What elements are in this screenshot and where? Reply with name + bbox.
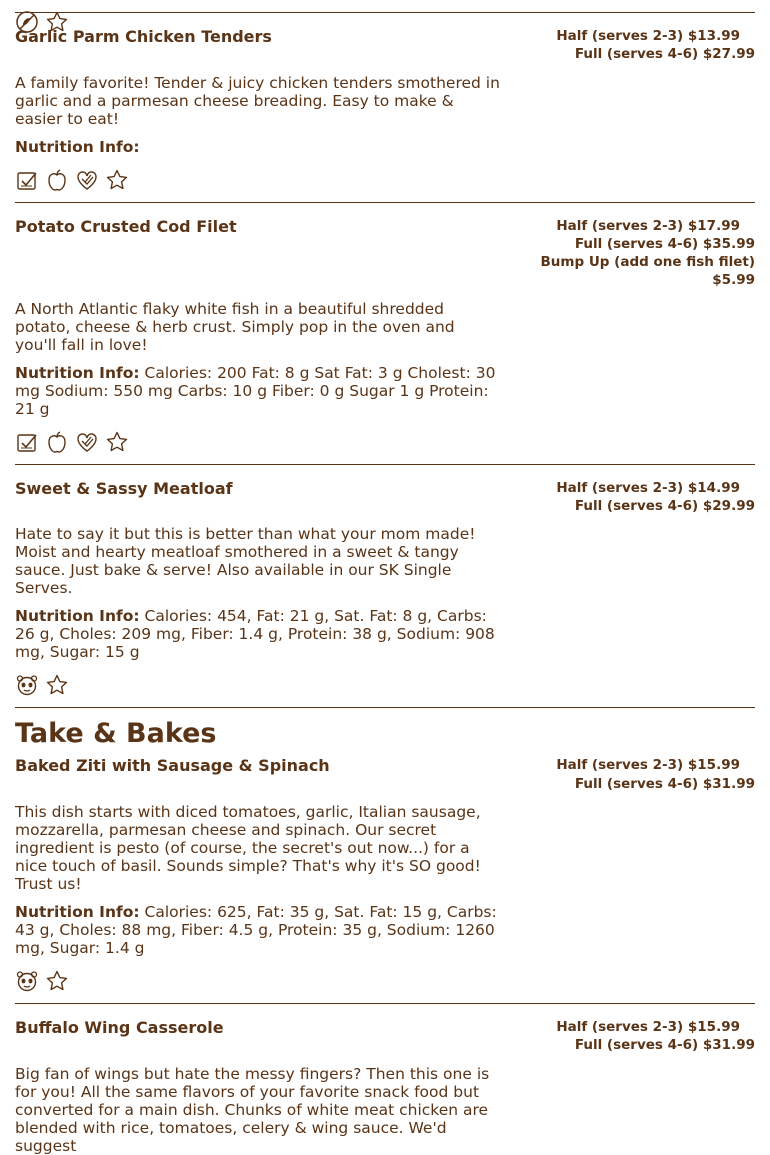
item-prices xyxy=(556,756,755,793)
previous-item-icons xyxy=(15,0,755,12)
diet-icons xyxy=(15,671,755,699)
nutrition-label: Nutrition Info: xyxy=(15,607,140,626)
item-description: This dish starts with diced tomatoes, garlic, Italian sausage, mozzarella, parmesan cheese and spinach. Our secret ingredient is pesto (of course, the secret's out now...) for a nice touch of basil. Sounds simple? That's why it's SO good! Trust us! xyxy=(15,802,481,893)
price-full: Full (serves 4-6) $35.99 xyxy=(574,235,755,252)
diet-icons xyxy=(15,967,755,995)
price-full: Full (serves 4-6) $29.99 xyxy=(574,498,755,515)
item-description: Big fan of wings but hate the messy fingers? Then this one is for you! All the same flavors of your favorite snack food but converted for a main dish. Chunks of white meat chicken are blended with rice, tomatoes, celery & wing sauce. We'd suggest xyxy=(15,1064,490,1155)
favorite-star-icon[interactable] xyxy=(105,430,129,454)
price-half: Half (serves 2-3) $17.99 xyxy=(556,217,740,234)
item-prices xyxy=(556,27,755,64)
nutrition-values: Calories: 625, Fat: 35 g, Sat. Fat: 15 g, Carbs: 43 g, Choles: 88 mg, Fiber: 4.5 g, Protein: 35 g, Sodium: 1260 mg, Sugar: 1.4 g xyxy=(15,902,497,957)
diet-icons xyxy=(15,166,755,194)
item-description: A family favorite! Tender & juicy chicken tenders smothered in garlic and a parmesan cheese breading. Easy to make & easier to eat! xyxy=(15,73,500,128)
nutrition-info xyxy=(15,364,500,418)
price-half: Half (serves 2-3) $15.99 xyxy=(556,1018,740,1035)
kid-friendly-icon[interactable] xyxy=(15,969,39,993)
section-title: Take & Bakes xyxy=(15,718,217,750)
price-full: Full (serves 4-6) $27.99 xyxy=(574,46,755,63)
nutrition-info xyxy=(15,903,500,957)
price-half: Half (serves 2-3) $14.99 xyxy=(556,479,740,496)
item-name: Sweet & Sassy Meatloaf xyxy=(15,478,233,498)
menu-item-buffalo-wing-casserole xyxy=(15,1004,755,1155)
nutrition-values: Calories: 454, Fat: 21 g, Sat. Fat: 8 g, Carbs: 26 g, Choles: 209 mg, Fiber: 1.4 g, Protein: 38 g, Sodium: 908 mg, Sugar: 15 g xyxy=(15,607,495,662)
price-full: Full (serves 4-6) $31.99 xyxy=(574,1037,755,1054)
item-description: Hate to say it but this is better than what your mom made! Moist and hearty meatloaf smothered in a sweet & tangy sauce. Just bake & serve! Also available in our SK Single Serves. xyxy=(15,525,476,598)
kid-friendly-icon[interactable] xyxy=(15,673,39,697)
item-description: A North Atlantic flaky white fish in a beautiful shredded potato, cheese & herb crust. Simply pop in the oven and you'll fall in love! xyxy=(15,299,455,354)
double-check-icon[interactable] xyxy=(75,430,99,454)
favorite-star-icon[interactable] xyxy=(45,969,69,993)
item-prices xyxy=(541,217,755,290)
item-prices xyxy=(556,479,755,516)
divider xyxy=(15,707,755,708)
item-prices xyxy=(556,1018,755,1055)
apple-icon[interactable] xyxy=(45,168,69,192)
price-bump-up-amount: $5.99 xyxy=(712,272,755,289)
item-name: Baked Ziti with Sausage & Spinach xyxy=(15,756,330,776)
nutrition-info xyxy=(15,607,500,661)
menu-item-garlic-parm-chicken-tenders xyxy=(15,13,755,202)
nutrition-values: Calories: 200 Fat: 8 g Sat Fat: 3 g Cholest: 30 mg Sodium: 550 mg Carbs: 10 g Fiber: 0 g Sugar 1 g Protein: 21 g xyxy=(15,363,496,418)
favorite-star-icon[interactable] xyxy=(45,673,69,697)
item-name: Potato Crusted Cod Filet xyxy=(15,216,237,236)
price-half: Half (serves 2-3) $13.99 xyxy=(556,28,740,44)
apple-icon[interactable] xyxy=(45,430,69,454)
check-list-icon[interactable] xyxy=(15,430,39,454)
diet-icons xyxy=(15,428,755,456)
item-name: Buffalo Wing Casserole xyxy=(15,1017,224,1037)
double-check-icon[interactable] xyxy=(75,168,99,192)
menu-page xyxy=(15,0,755,1155)
menu-item-sweet-sassy-meatloaf xyxy=(15,465,755,708)
nutrition-info xyxy=(15,138,500,156)
nutrition-label: Nutrition Info: xyxy=(15,902,140,921)
price-half: Half (serves 2-3) $15.99 xyxy=(556,757,740,774)
item-name: Garlic Parm Chicken Tenders xyxy=(15,27,272,46)
price-bump-up: Bump Up (add one fish filet) xyxy=(540,254,755,271)
nutrition-label: Nutrition Info: xyxy=(15,363,140,382)
nutrition-label: Nutrition Info: xyxy=(15,137,140,156)
price-full: Full (serves 4-6) $31.99 xyxy=(574,775,755,792)
check-list-icon[interactable] xyxy=(15,168,39,192)
menu-item-baked-ziti xyxy=(15,752,755,1003)
favorite-star-icon[interactable] xyxy=(105,168,129,192)
menu-item-potato-crusted-cod-filet xyxy=(15,203,755,464)
